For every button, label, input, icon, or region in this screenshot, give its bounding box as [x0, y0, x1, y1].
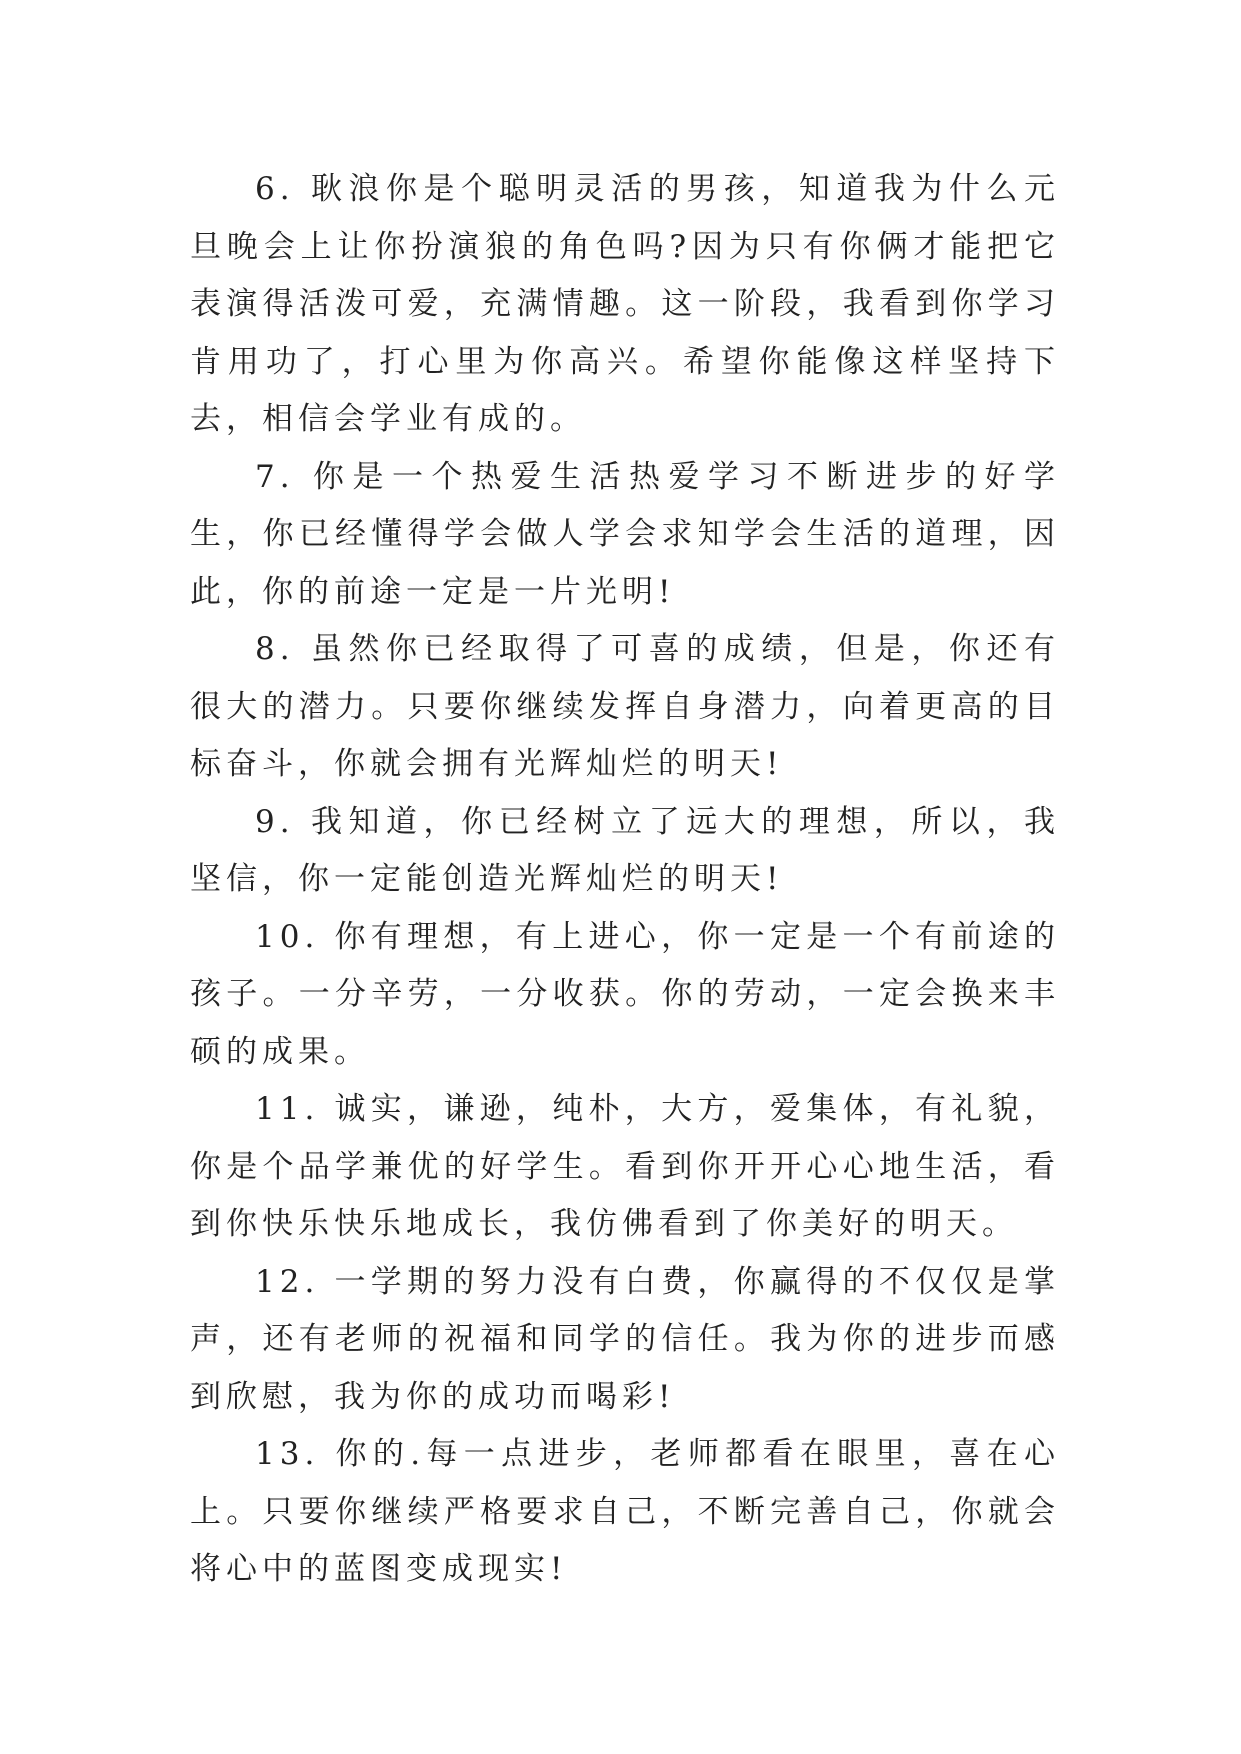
paragraph-12: 12. 一学期的努力没有白费，你赢得的不仅仅是掌声，还有老师的祝福和同学的信任。我为你的进步而感到欣慰，我为你的成功而喝彩! [190, 1263, 1060, 1415]
paragraph-13: 13. 你的.每一点进步，老师都看在眼里，喜在心上。只要你继续严格要求自己，不断完善自己，你就会将心中的蓝图变成现实! [190, 1436, 1060, 1587]
paragraph-11: 11. 诚实，谦逊，纯朴，大方，爱集体，有礼貌，你是个品学兼优的好学生。看到你开开心心地生活，看到你快乐快乐地成长，我仿佛看到了你美好的明天。 [190, 1091, 1060, 1242]
paragraph-7: 7. 你是一个热爱生活热爱学习不断进步的好学生，你已经懂得学会做人学会求知学会生活的道理，因此，你的前途一定是一片光明! [190, 458, 1060, 610]
paragraph-8: 8. 虽然你已经取得了可喜的成绩，但是，你还有很大的潜力。只要你继续发挥自身潜力，向着更高的目标奋斗，你就会拥有光辉灿烂的明天! [190, 631, 1060, 782]
document-body [190, 161, 1060, 1599]
paragraph-10: 10. 你有理想，有上进心，你一定是一个有前途的孩子。一分辛劳，一分收获。你的劳动，一定会换来丰硕的成果。 [190, 918, 1060, 1070]
paragraph-6: 6. 耿浪你是个聪明灵活的男孩，知道我为什么元旦晚会上让你扮演狼的角色吗?因为只有你俩才能把它表演得活泼可爱，充满情趣。这一阶段，我看到你学习肯用功了，打心里为你高兴。希望你能像这样坚持下去，相信会学业有成的。 [190, 171, 1060, 437]
paragraph-9: 9. 我知道，你已经树立了远大的理想，所以，我坚信，你一定能创造光辉灿烂的明天! [190, 803, 1060, 897]
